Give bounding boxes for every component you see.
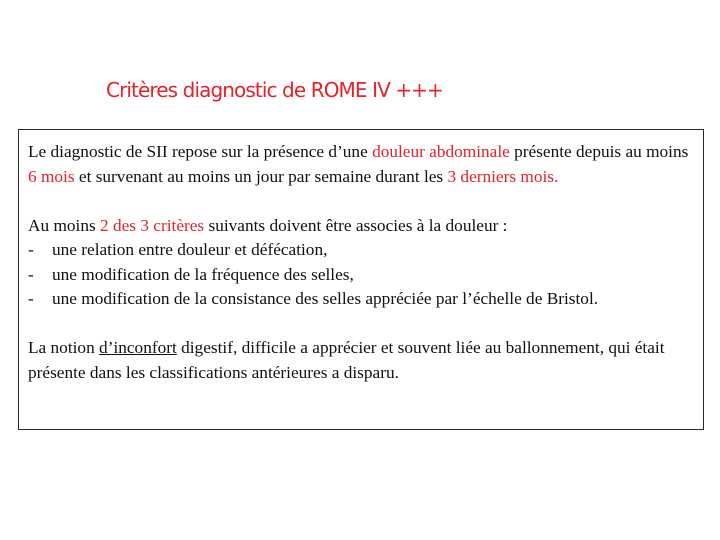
highlight-six-months: 6 mois (28, 166, 75, 186)
highlight-abdominal-pain: douleur abdominale (372, 142, 510, 161)
criteria-list (28, 238, 693, 312)
underlined-discomfort: d’inconfort (99, 338, 177, 357)
highlight-two-of-three: 2 des 3 critères (100, 215, 205, 235)
criterion-text: une relation entre douleur et défécation, (52, 240, 328, 259)
dash-bullet: - (28, 240, 34, 259)
text-segment: Le diagnostic de SII repose sur la présence d’une (28, 142, 373, 161)
text-segment: suivants doivent être associes à la douleur : (204, 215, 508, 235)
text-segment: et survenant au moins un jour par semaine durant les (74, 166, 448, 186)
highlight-three-months: 3 derniers mois. (447, 166, 559, 186)
paragraph-spacer (28, 312, 693, 337)
criterion-text: une modification de la consistance des selles appréciée par l’échelle de Bristol. (52, 289, 599, 308)
sii-definition-paragraph (28, 140, 693, 189)
criterion-text: une modification de la fréquence des selles, (52, 264, 354, 284)
list-item (28, 263, 693, 288)
text-segment: Au moins (28, 215, 101, 235)
text-segment: La notion (28, 338, 100, 357)
dash-bullet: - (28, 289, 34, 308)
criteria-text-box (18, 129, 704, 430)
paragraph-spacer (28, 189, 693, 214)
criteria-intro-paragraph (28, 214, 693, 239)
text-segment: présente depuis au moins (509, 142, 689, 161)
slide-title: Critères diagnostic de ROME IV +++ (106, 78, 443, 102)
list-item (28, 287, 693, 312)
discomfort-paragraph (28, 336, 693, 385)
list-item (28, 238, 693, 263)
dash-bullet: - (28, 264, 34, 284)
text-segment: digestif, difficile a apprécier et souvent liée au ballonnement, qui était présente dans les classifications antérieures a disparu. (28, 338, 665, 382)
